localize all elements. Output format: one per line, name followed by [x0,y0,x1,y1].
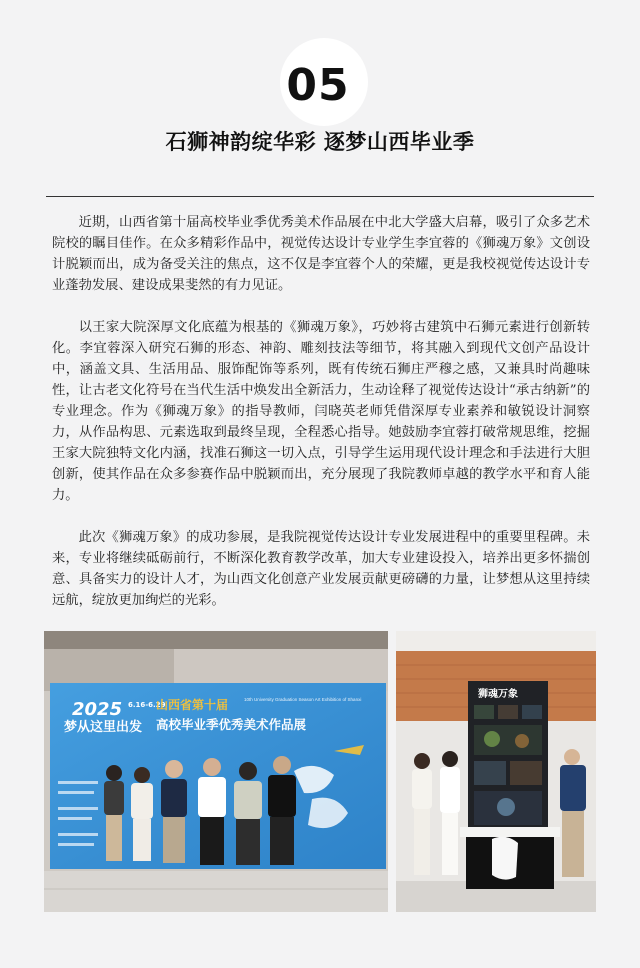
banner-title-bottom: 高校毕业季优秀美术作品展 [156,717,307,732]
paragraph-3: 此次《狮魂万象》的成功参展，是我院视觉传达设计专业发展进程中的重要里程碑。未来，专业将继续砥砺前行，不断深化教育教学改革，加大专业建设投入，培养出更多怀揣创意、具备实力的设计人才，为山西文化创意产业发展贡献更磅礴的力量，让梦想从这里持续远航，绽放更加绚烂的光彩。 [52,530,590,608]
banner-title-top: 山西省第十届 [156,698,229,712]
poster-title: 狮魂万象 [478,689,518,700]
poster-display-photo [396,631,596,912]
exhibition-group-photo [44,631,388,912]
banner-year: 2025 [72,699,123,720]
banner-english: 10th University Graduation Season Art Exhibition of Shanxi [244,697,362,702]
paragraph-2: 以王家大院深厚文化底蕴为根基的《狮魂万象》，巧妙将古建筑中石狮元素进行创新转化。李宜蓉深入研究石狮的形态、神韵、雕刻技法等细节，将其融入到现代文创产品设计中，涵盖文具、生活用品、服饰配饰等系列，既有传统石狮庄严穆之感，又兼具时尚趣味性，让古老文化符号在当代生活中焕发出全新活力，生动诠释了视觉传达设计“承古纳新”的专业理念。作为《狮魂万象》的指导教师，闫晓英老师凭借深厚专业素养和敏锐设计洞察力，从作品构思、元素选取到最终呈现，全程悉心指导。她鼓励李宜蓉打破常规思维，挖掘王家大院独特文化内涵，找准石狮这一切入点，引导学生运用现代设计理念和手法进行大胆创新，使其作品在众多参赛作品中脱颖而出，充分展现了我院教师卓越的教学水平和育人能力。 [52,320,590,503]
title-divider [46,196,594,197]
article-title: 石狮神韵绽华彩 逐梦山西毕业季 [165,130,475,154]
paragraph-1: 近期，山西省第十届高校毕业季优秀美术作品展在中北大学盛大启幕，吸引了众多艺术院校的瞩目佳作。在众多精彩作品中，视觉传达设计专业学生李宜蓉的《狮魂万象》文创设计脱颖而出，成为备受关注的焦点，这不仅是李宜蓉个人的荣耀，更是我校视觉传达设计专业蓬勃发展、建设成果斐然的有力见证。 [52,215,590,293]
section-number-badge [280,38,368,126]
banner-date: 6.16-6.29 [128,701,166,709]
article-body [52,212,590,632]
section-number: 05 [286,59,350,111]
banner-slogan: 梦从这里出发 [64,720,143,735]
